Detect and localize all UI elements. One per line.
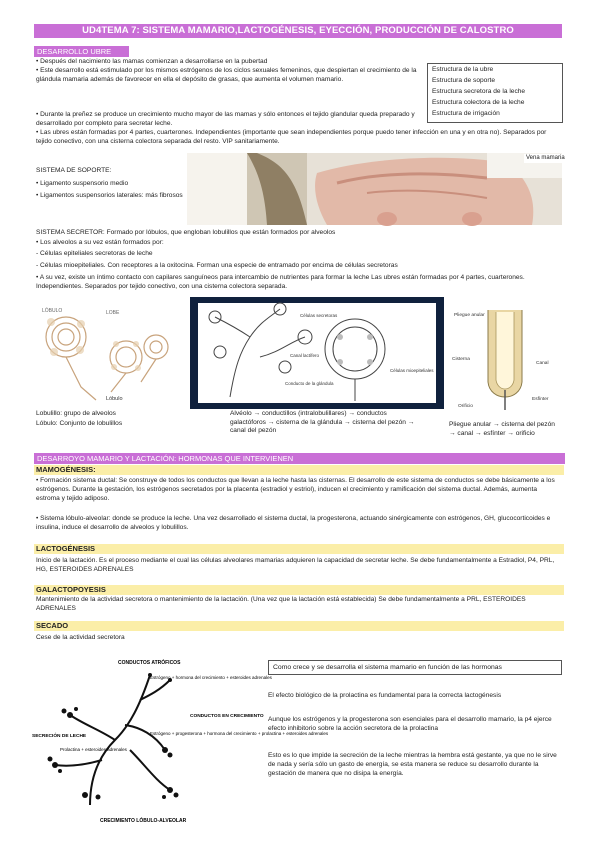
galactopoyesis-p1: Mantenimiento de la actividad secretora o mantenimiento de la lactación. (Una vez que la lactación está establecida) Se debe fundamentalmente a PRL, ESTEROIDES ADRENALES [36, 596, 526, 612]
structure-item: Estructura de irrigación [432, 110, 500, 117]
hormones-caption-text: Como crece y se desarrolla el sistema mamario en función de las hormonas [273, 664, 502, 671]
diag2-label: Conducto de la glándula [285, 381, 334, 386]
diag1-label: LOBE [106, 310, 120, 316]
desarrollo-p3: • Durante la preñez se produce un crecimiento mucho mayor de las mamas y sólo entonces el tejido glandular queda preparado y desarrollado por completo para secretar leche. [36, 111, 415, 127]
structure-item: Estructura de la ubre [432, 66, 494, 73]
tree-label-top: Estrógeno + hormona del crecimiento + esteroides adrenales [150, 675, 272, 680]
desarrollo-p1: • Después del nacimiento las mamas comienzan a desarrollarse en la pubertad [36, 58, 268, 65]
soporte-title: SISTEMA DE SOPORTE: [36, 167, 112, 174]
structure-item: Estructura secretora de la leche [432, 88, 526, 95]
teat-diagram [448, 302, 562, 417]
lactogenesis-p1: Inicio de la lactación. Es el proceso mediante el cual las células alveolares mamarias adquieren la capacidad de secretar leche. Se debe fundamentalmente a Estradiol, P4, PRL, HG, ESTEROIDES ADRENALES [36, 557, 555, 573]
diag3-label: Pliegue anular [454, 313, 485, 318]
diag3-label: Esfínter [532, 397, 549, 402]
hormones-caption-box [268, 660, 562, 675]
diag1-label: Lóbulo [106, 396, 123, 402]
hormones-note-2: Aunque los estrógenos y la progesterona son esenciales para el desarrollo mamario, la p4 ejerce efecto inhibitorio sobre la acción secretora de la prolactina [268, 716, 552, 732]
secretor-p2: • Los alveolos a su vez están formados por: [36, 239, 164, 246]
soporte-item-1: • Ligamento suspensorio medio [36, 180, 129, 187]
diag2-label: Células secretoras [300, 313, 338, 318]
mamogenesis-p2: • Sistema lóbulo-alveolar: donde se produce la leche. Una vez desarrollado el sistema ductal, la progesterona, actuando sinérgicamente con estrógenos, GH, glucocorticoides e insulina, induce el desarrollo de alveolos y lobulillos. [36, 515, 551, 531]
page-title: UD4TEMA 7: SISTEMA MAMARIO,LACTOGÉNESIS, EYECCIÓN, PRODUCCIÓN DE CALOSTRO [34, 24, 562, 38]
tree-label-mid: Estrógeno + progesterona + hormona del crecimiento + prolactina + esteroides adrenales [150, 731, 329, 736]
secado-p1: Cese de la actividad secretora [36, 634, 125, 641]
subheading-galactopoyesis: GALACTOPOYESIS [34, 585, 564, 595]
diag2-label: Canal lactífero [290, 353, 320, 358]
photo-label-vena: Vena mamaria [526, 155, 565, 161]
diag1-label: LÓBULO [42, 308, 63, 314]
caption-teat: Pliegue anular → cisterna del pezón → canal → esfínter → orificio [449, 421, 555, 437]
secretor-p3: - Células epiteliales secretoras de leche [36, 250, 153, 257]
mamogenesis-p1: • Formación sistema ductal: Se construye de todos los conductos que llevan a la leche hasta las cisternas. El desarrollo de este sistema de conductos se debe básicamente a los estrógenos. Durante la gestación, los estrógenos secretados por la placenta (estradiol y estriol), inducen el crecimiento y ramificación del sistema ductal. Además, aumenta estroma y tejido adiposo. [36, 477, 555, 502]
subheading-secado: SECADO [34, 621, 564, 631]
subheading-mamogenesis: MAMOGÉNESIS: [34, 465, 564, 475]
desarrollo-p4: • Las ubres están formadas por 4 partes, cuarterones. Independientes (importante que sean independientes porque puedo tener infección en una y en otra no). Separados por tejido conectivo, con una cisterna colectora separada del resto. VIP sanitariamente. [36, 129, 547, 145]
secretor-p1: SISTEMA SECRETOR: Formado por lóbulos, que engloban lobulillos que están formados por alveolos [36, 229, 336, 236]
section-heading-hormonas: DESARROYO MAMARIO Y LACTACIÓN: HORMONAS QUE INTERVIENEN [34, 453, 565, 464]
tree-label-ducto: CONDUCTOS EN CRECIMIENTO [190, 714, 264, 719]
secretor-p4: - Células mioepiteliales. Con receptores a la oxitocina. Forman una especie de entramado por encima de células secretoras [36, 262, 398, 269]
udder-photo [187, 153, 565, 225]
tree-label-bottom: CRECIMIENTO LÓBULO-ALVEOLAR [100, 818, 187, 824]
tree-label-secrecion: SECRECIÓN DE LECHE [32, 734, 87, 739]
section-heading-desarrollo: DESARROLLO UBRE [34, 46, 129, 57]
tree-label-atrofic: CONDUCTOS ATRÓFICOS [118, 660, 181, 666]
tree-label-prolac: Prolactina + esteroides adrenales [60, 747, 127, 752]
caption-alveolus: Alvéolo → conductillos (intralobulillares) → conductos galactóforos → cisterna de la glándula → cisterna del pezón → canal del pezón [230, 410, 415, 434]
diag3-label: Canal [536, 361, 549, 366]
hormone-tree-diagram [30, 655, 329, 825]
lobule-diagram [36, 302, 186, 407]
alveolus-diagram [190, 297, 444, 409]
caption-lobule-2: Lóbulo: Conjunto de lobulillos [36, 420, 123, 427]
caption-lobule-1: Lobulillo: grupo de alveolos [36, 410, 116, 417]
soporte-item-2: • Ligamentos suspensorios laterales: más fibrosos [36, 192, 183, 199]
subheading-lactogenesis: LACTOGÉNESIS [34, 544, 564, 554]
hormones-note-1: El efecto biológico de la prolactina es fundamental para la correcta lactogénesis [268, 692, 502, 699]
hormones-note-3: Esto es lo que impide la secreción de la leche mientras la hembra está gestante, ya que no le sirve de nada y sería sólo un gasto de energía, se esta manera se reduce su desarrollo durante la gestación de manera que no disipa la energía. [268, 752, 557, 777]
secretor-p5: • A su vez, existe un íntimo contacto con capilares sanguíneos para intercambio de nutrientes para formar la leche Las ubres están formadas por 4 partes, cuarterones. Independientes. Separados por tejido conectivo, con una cisterna colectora separada. [36, 274, 525, 290]
diag2-label: Células mioepiteliales [390, 368, 434, 373]
diag3-label: Orificio [458, 404, 473, 409]
structure-list-box [427, 63, 563, 123]
structure-item: Estructura de soporte [432, 77, 496, 84]
desarrollo-p2: • Este desarrollo está estimulado por los mismos estrógenos de los ciclos sexuales femeninos, que despiertan el crecimiento de la glándula mamaria además de favorecer en ella el depósito de grasas, que aumenta el volumen mamario. [36, 67, 417, 83]
diag3-label: Cisterna [452, 357, 470, 362]
structure-item: Estructura colectora de la leche [432, 99, 525, 106]
